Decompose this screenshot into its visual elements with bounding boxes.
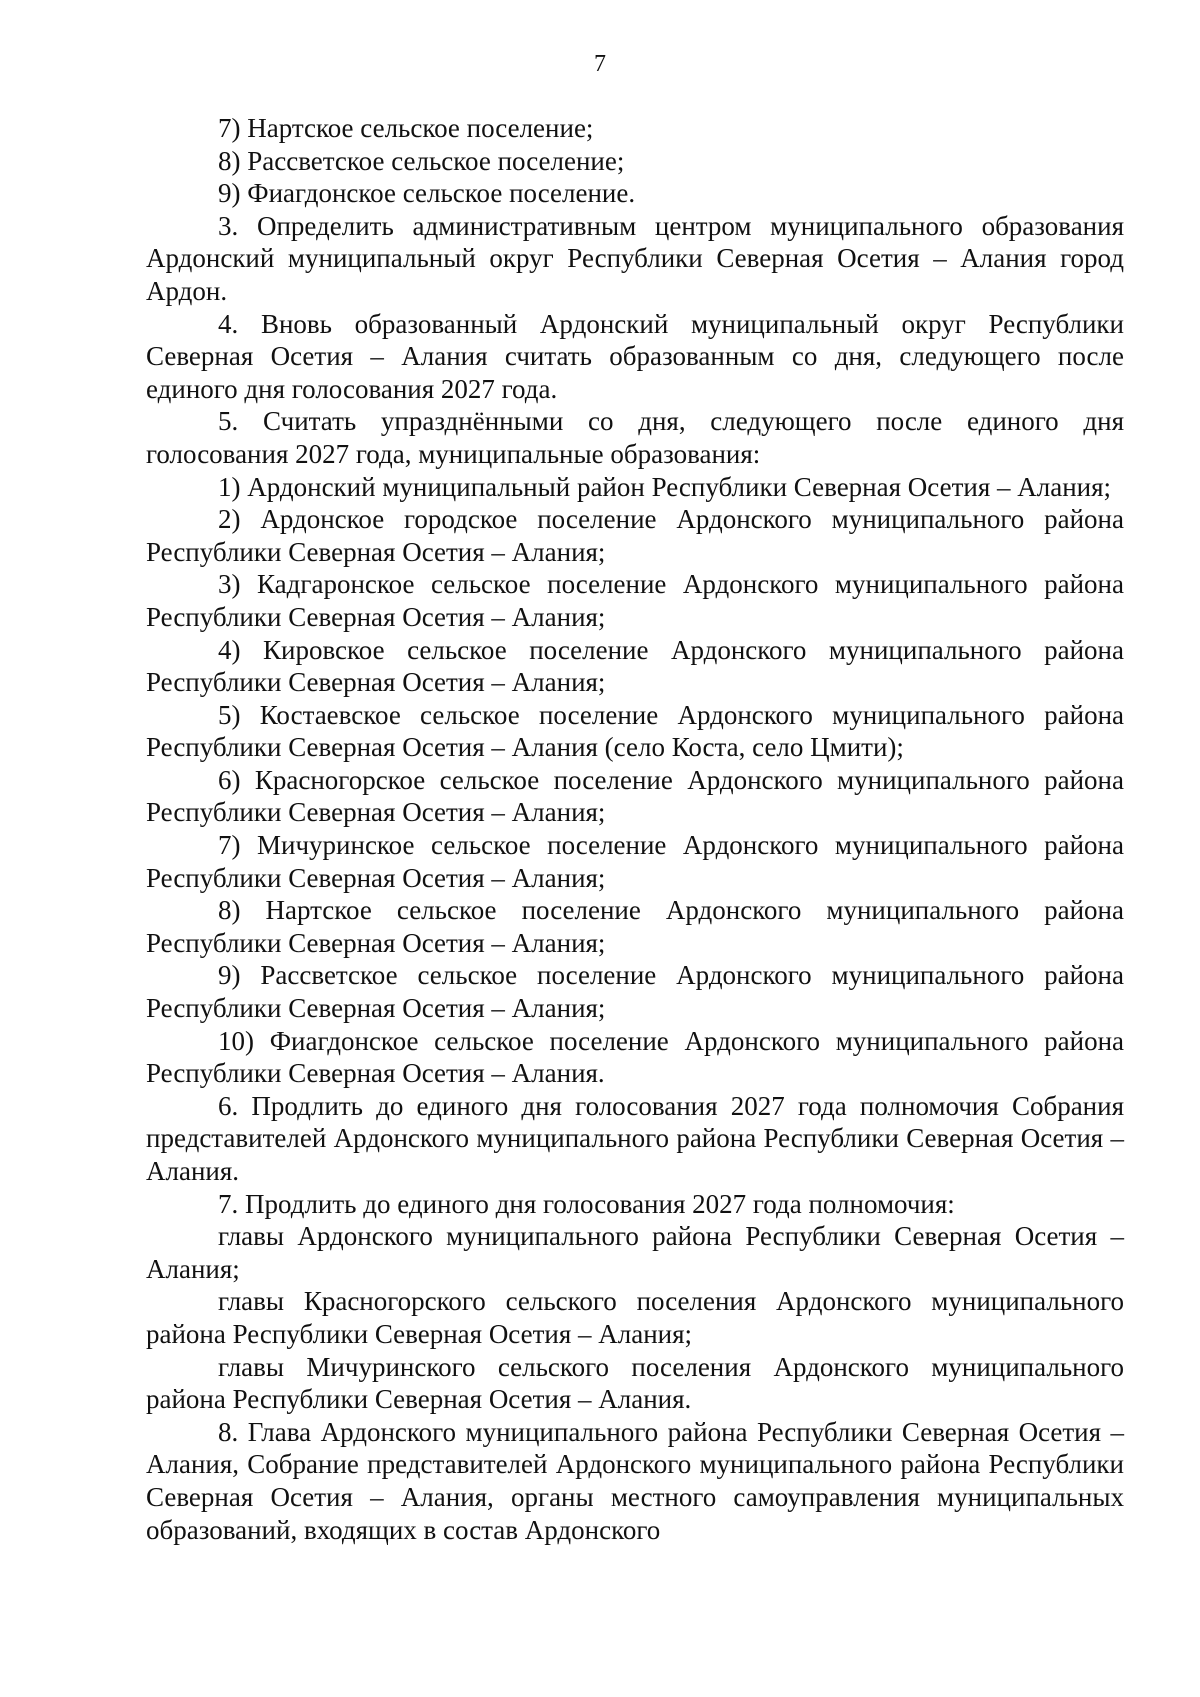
abolished-item-8: 8) Нартское сельское поселение Ардонского муниципального района Республики Северная Осетия – Алания; xyxy=(146,895,1124,958)
list-item-nartskoe: 7) Нартское сельское поселение; xyxy=(218,113,594,143)
abolished-item-7: 7) Мичуринское сельское поселение Ардонского муниципального района Республики Северная Осетия – Алания; xyxy=(146,830,1124,893)
abolished-item-4: 4) Кировское сельское поселение Ардонского муниципального района Республики Северная Осетия – Алания; xyxy=(146,634,1124,698)
clause-7-item-district-head: главы Ардонского муниципального района Республики Северная Осетия – Алания; xyxy=(146,1221,1124,1284)
list-item-rassvetskoe: 8) Рассветское сельское поселение; xyxy=(218,145,625,176)
clause-7-extension: 7. Продлить до единого дня голосования 2027 года полномочия: xyxy=(218,1188,955,1219)
clause-3-admin-center: 3. Определить административным центром муниципального образования Ардонский муниципальный округ Республики Северная Осетия – Алания город Ардон. xyxy=(146,210,1124,306)
clause-8-authorities: 8. Глава Ардонского муниципального района Республики Северная Осетия – Алания, Собрание представителей Ардонского муниципального района Республики Северная Осетия – Алания, органы местного самоуправления муниципальных образований, входящих в состав Ардонского xyxy=(146,1416,1124,1545)
clause-4-formation: 4. Вновь образованный Ардонский муниципальный округ Республики Северная Осетия – Алания считать образованным со дня, следующего после единого дня голосования 2027 года. xyxy=(146,308,1124,404)
abolished-item-1: 1) Ардонский муниципальный район Республики Северная Осетия – Алания; xyxy=(218,471,1112,502)
document-body xyxy=(146,112,1124,1546)
clause-5-abolition: 5. Считать упразднёнными со дня, следующего после единого дня голосования 2027 года, муниципальные образования: xyxy=(146,406,1124,469)
clause-7-item-krasnogorskoe-head: главы Красногорского сельского поселения Ардонского муниципального района Республики Северная Осетия – Алания; xyxy=(146,1286,1124,1349)
clause-7-item-michurinskoe-head: главы Мичуринского сельского поселения Ардонского муниципального района Республики Северная Осетия – Алания. xyxy=(146,1351,1124,1415)
abolished-item-6: 6) Красногорское сельское поселение Ардонского муниципального района Республики Северная Осетия – Алания; xyxy=(146,764,1124,828)
page-number: 7 xyxy=(594,51,606,77)
abolished-item-3: 3) Кадгаронское сельское поселение Ардонского муниципального района Республики Северная Осетия – Алания; xyxy=(146,569,1124,632)
abolished-item-5: 5) Костаевское сельское поселение Ардонского муниципального района Республики Северная Осетия – Алания (село Коста, село Цмити); xyxy=(146,699,1124,763)
abolished-item-10: 10) Фиагдонское сельское поселение Ардонского муниципального района Республики Северная Осетия – Алания. xyxy=(146,1025,1124,1089)
abolished-item-9: 9) Рассветское сельское поселение Ардонского муниципального района Республики Северная Осетия – Алания; xyxy=(146,960,1124,1024)
list-item-fiagdonskoe: 9) Фиагдонское сельское поселение. xyxy=(218,178,636,209)
abolished-item-2: 2) Ардонское городское поселение Ардонского муниципального района Республики Северная Осетия – Алания; xyxy=(146,504,1124,567)
clause-6-extension: 6. Продлить до единого дня голосования 2027 года полномочия Собрания представителей Ардонского муниципального района Республики Северная Осетия – Алания. xyxy=(146,1090,1124,1186)
